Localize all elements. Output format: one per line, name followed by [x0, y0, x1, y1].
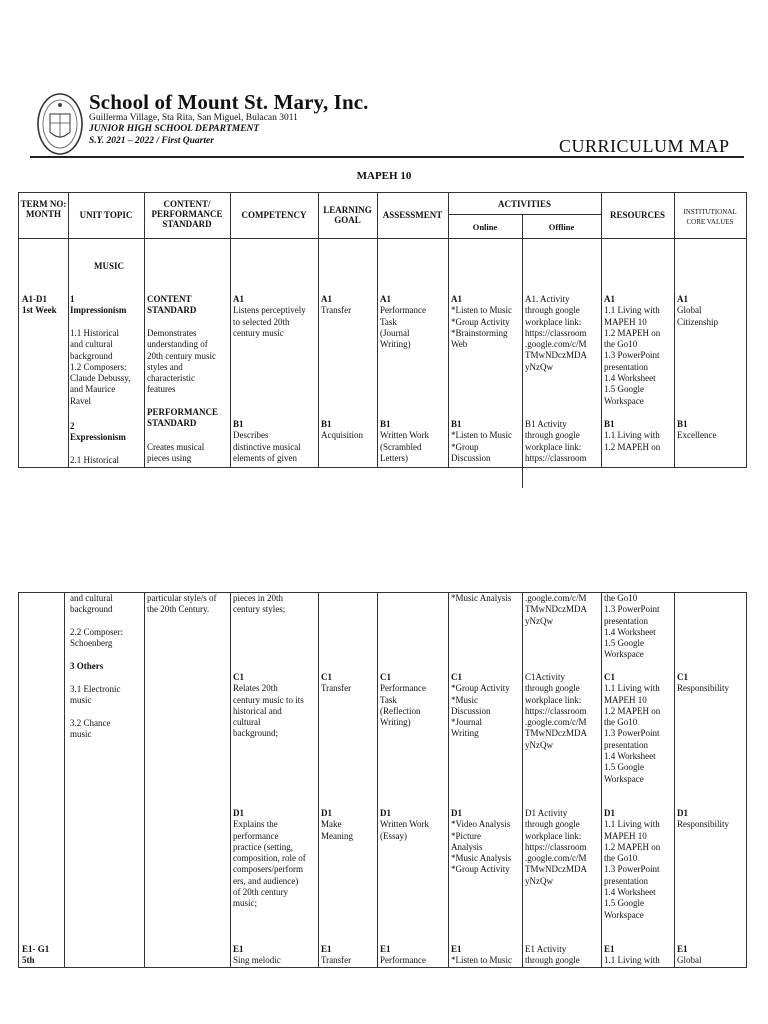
core-value-b1: B1 Excellence	[677, 419, 717, 441]
resources-d1: D1 1.1 Living with MAPEH 10 1.2 MAPEH on the Go10 1.3 PowerPoint presentation 1.4 Worksheet 1.5 Google Workspace	[604, 808, 661, 920]
music-label: MUSIC	[94, 261, 125, 271]
core-value-a1: A1 Global Citizenship	[677, 294, 718, 327]
offline-b1: B1 Activity through google workplace link: https://classroom	[525, 419, 587, 463]
performance-standard-label: PERFORMANCE STANDARD	[147, 407, 218, 429]
performance-standard-body: Creates musical pieces using	[147, 442, 205, 464]
unit-2-2-composer: 2.2 Composer: Schoenberg	[70, 627, 123, 649]
unit-1-title: Impressionism	[70, 305, 127, 315]
document-title: CURRICULUM MAP	[559, 136, 730, 156]
core-value-c1: C1 Responsibility	[677, 672, 730, 694]
resources-continued: the Go10 1.3 PowerPoint presentation 1.4 Worksheet 1.5 Google Workspace	[604, 593, 660, 660]
unit-3-2: 3.2 Chance music	[70, 718, 111, 740]
assessment-d1: D1 Written Work (Essay)	[380, 808, 429, 841]
competency-b1: B1 Describes distinctive musical elements of given	[233, 419, 301, 463]
header-competency: COMPETENCY	[241, 210, 307, 220]
core-value-d1: D1 Responsibility	[677, 808, 730, 830]
unit-1-body: 1.1 Historical and cultural background 1.2 Composers: Claude Debussy, and Maurice Ravel	[70, 328, 131, 406]
header-offline: Offline	[548, 222, 575, 232]
unit-3-title: 3 Others	[70, 661, 104, 671]
assessment-a1: A1 Performance Task (Journal Writing)	[380, 294, 426, 350]
online-c1: C1 *Group Activity *Music Discussion *Journal Writing	[451, 672, 510, 739]
content-standard-label: CONTENT STANDARD	[147, 294, 197, 316]
term-a1-d1: A1-D1 1st Week	[22, 294, 57, 316]
curriculum-table-page-2	[18, 592, 747, 968]
goal-b1: B1 Acquisition	[321, 419, 363, 441]
unit-2-number: 2	[70, 421, 75, 431]
term-e1-g1: E1- G1 5th	[22, 944, 50, 966]
resources-b1: B1 1.1 Living with 1.2 MAPEH on	[604, 419, 661, 452]
core-value-e1: E1 Global	[677, 944, 702, 966]
competency-a1: A1 Listens perceptively to selected 20th century music	[233, 294, 306, 338]
header-content-standard: CONTENT/ PERFORMANCE STANDARD	[151, 199, 223, 229]
unit-3-1: 3.1 Electronic music	[70, 684, 121, 706]
online-b1: B1 *Listen to Music *Group Discussion	[451, 419, 512, 463]
header-core-values: INSTITUTIONAL CORE VALUES	[683, 208, 737, 226]
offline-e1: E1 Activity through google	[525, 944, 580, 966]
offline-c1: C1Activity through google workplace link: https://classroom .google.com/c/M TMwNDczMDA yNzQw	[525, 672, 587, 750]
header-unit-topic: UNIT TOPIC	[79, 210, 133, 220]
resources-e1: E1 1.1 Living with	[604, 944, 660, 966]
goal-e1: E1 Transfer	[321, 944, 352, 966]
unit-2-continued: and cultural background	[70, 593, 113, 615]
competency-c1: C1 Relates 20th century music to its historical and cultural background;	[233, 672, 304, 739]
offline-continued: .google.com/c/M TMwNDczMDA yNzQw	[525, 593, 587, 626]
unit-2-title: Expressionism	[70, 432, 126, 442]
unit-1-number: 1	[70, 294, 75, 304]
curriculum-table-page-1	[18, 192, 747, 468]
goal-a1: A1 Transfer	[321, 294, 352, 316]
header-learning-goal: LEARNING GOAL	[323, 205, 372, 225]
goal-d1: D1 Make Meaning	[321, 808, 353, 841]
school-address: Guillerma Village, Sta Rita, San Miguel, Bulacan 3011	[89, 113, 298, 123]
offline-d1: D1 Activity through google workplace link: https://classroom .google.com/c/M TMwNDczMDA yNzQw	[525, 808, 587, 886]
content-standard-body: Demonstrates understanding of 20th century music styles and characteristic features	[147, 328, 216, 395]
competency-d1: D1 Explains the performance practice (setting, composition, role of composers/perform ers, and audience) of 20th century music;	[233, 808, 306, 909]
header-assessment: ASSESSMENT	[382, 210, 443, 220]
resources-c1: C1 1.1 Living with MAPEH 10 1.2 MAPEH on the Go10 1.3 PowerPoint presentation 1.4 Worksheet 1.5 Google Workspace	[604, 672, 661, 784]
competency-continued: pieces in 20th century styles;	[233, 593, 286, 615]
offline-a1: A1. Activity through google workplace link: https://classroom .google.com/c/M TMwNDczMDA yNzQw	[525, 294, 587, 372]
resources-a1: A1 1.1 Living with MAPEH 10 1.2 MAPEH on the Go10 1.3 PowerPoint presentation 1.4 Worksheet 1.5 Google Workspace	[604, 294, 661, 406]
online-a1: A1 *Listen to Music *Group Activity *Brainstorming Web	[451, 294, 512, 350]
assessment-c1: C1 Performance Task (Reflection Writing)	[380, 672, 426, 728]
header-resources: RESOURCES	[609, 210, 665, 220]
header-divider	[30, 156, 744, 158]
school-name: School of Mount St. Mary, Inc.	[89, 90, 369, 114]
competency-e1: E1 Sing melodic	[233, 944, 281, 966]
online-d1: D1 *Video Analysis *Picture Analysis *Music Analysis *Group Activity	[451, 808, 512, 875]
goal-c1: C1 Transfer	[321, 672, 352, 694]
subject-title: MAPEH 10	[356, 170, 412, 182]
department-name: JUNIOR HIGH SCHOOL DEPARTMENT	[89, 124, 260, 134]
header-activities: ACTIVITIES	[497, 199, 552, 209]
online-e1: E1 *Listen to Music	[451, 944, 512, 966]
header-term: TERM NO: MONTH	[20, 199, 67, 219]
assessment-e1: E1 Performance	[380, 944, 426, 966]
school-seal-logo	[36, 92, 84, 156]
unit-2-body: 2.1 Historical	[70, 455, 119, 465]
school-year: S.Y. 2021 – 2022 / First Quarter	[89, 136, 214, 146]
standard-continued: particular style/s of the 20th Century.	[147, 593, 217, 615]
header-online: Online	[472, 222, 498, 232]
assessment-b1: B1 Written Work (Scrambled Letters)	[380, 419, 429, 463]
online-continued: *Music Analysis	[451, 593, 512, 603]
